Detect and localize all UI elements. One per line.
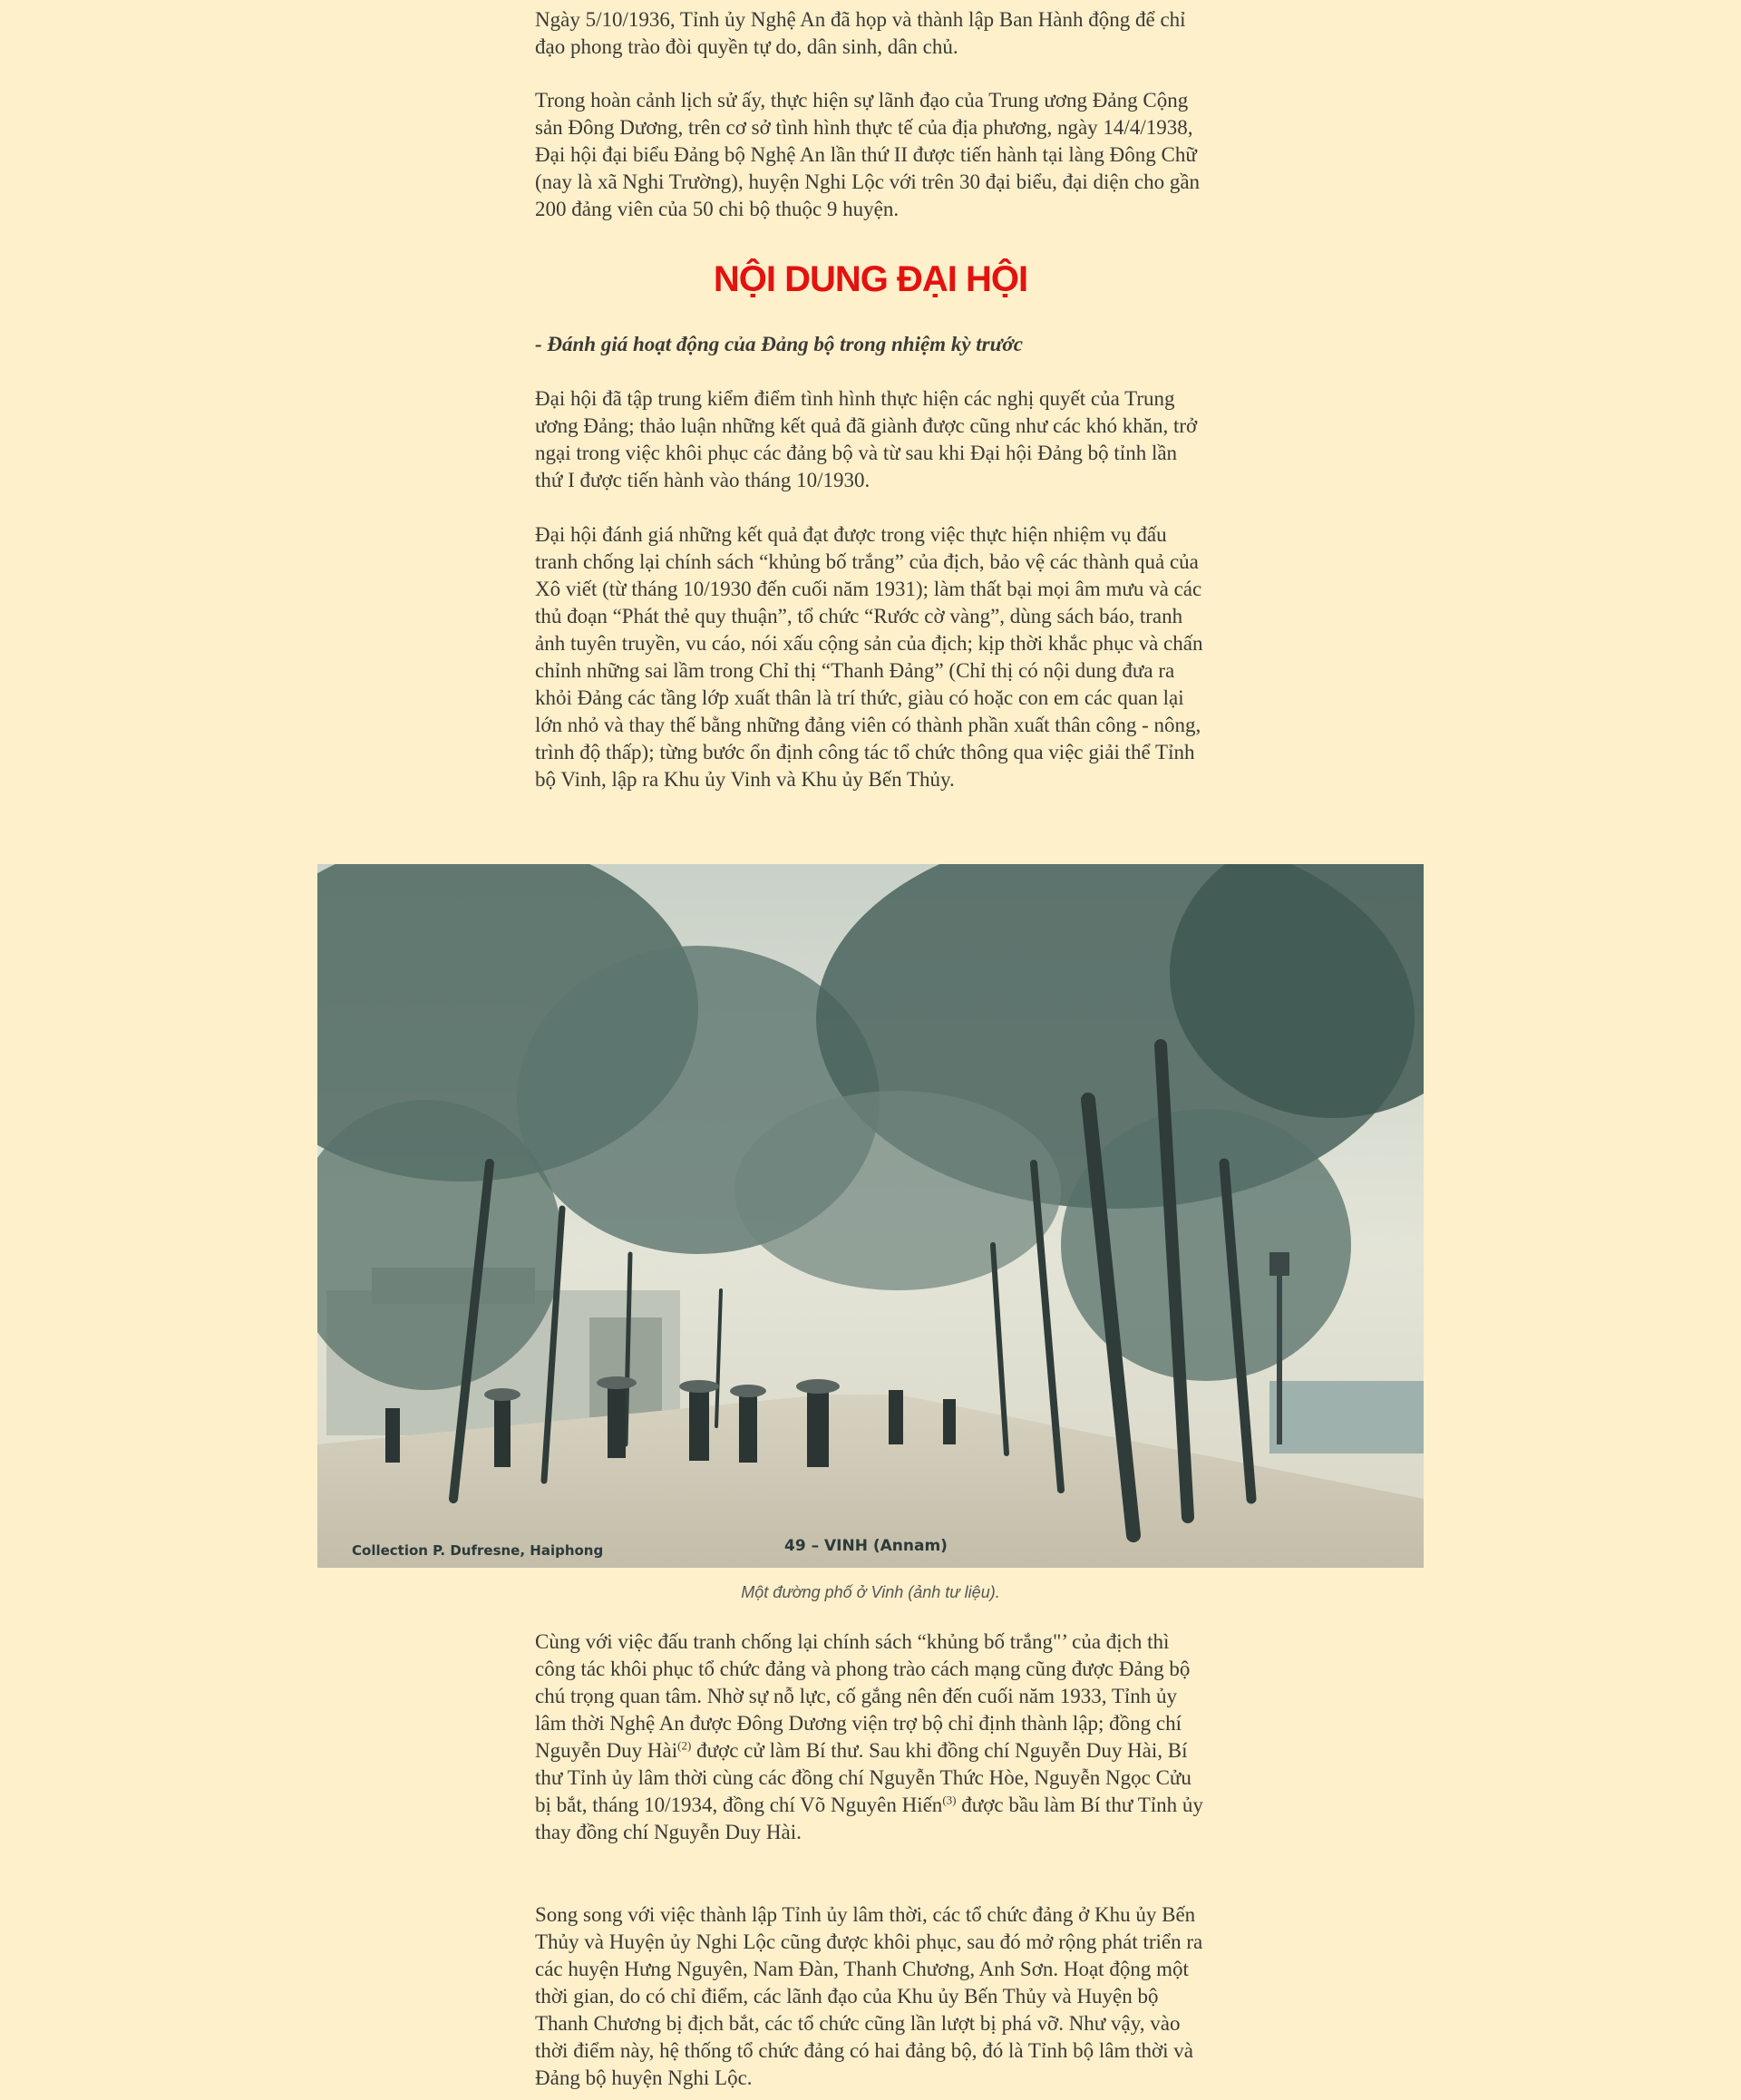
- paragraph-5-part-b: được cử làm Bí thư. Sau khi đồng chí Nguyễn Duy Hài, Bí thư Tỉnh ủy lâm thời cùng các đồng chí Nguyễn Thức Hòe, Nguyễn Ngọc Cửu bị bắt, tháng 10/1934, đồng chí Võ Nguyên Hiến: [535, 1739, 1191, 1816]
- paragraph-5-part-a: Cùng với việc đấu tranh chống lại chính sách “khủng bố trắng"’ của địch thì công tác khôi phục tổ chức đảng và phong trào cách mạng cũng được Đảng bộ chú trọng quan tâm. Nhờ sự nỗ lực, cố gắng nên đến cuối năm 1933, Tỉnh ủy lâm thời Nghệ An được Đông Dương viện trợ bộ chỉ định thành lập; đồng chí Nguyễn Duy Hài: [535, 1630, 1191, 1762]
- footnote-ref-3[interactable]: (3): [942, 1793, 957, 1807]
- paragraph-4: Đại hội đánh giá những kết quả đạt được trong việc thực hiện nhiệm vụ đấu tranh chống lại chính sách “khủng bố trắng” của địch, bảo vệ các thành quả của Xô viết (từ tháng 10/1930 đến cuối năm 1931); làm thất bại mọi âm mưu và các thủ đoạn “Phát thẻ quy thuận”, tổ chức “Rước cờ vàng”, dùng sách báo, tranh ảnh tuyên truyền, vu cáo, nói xấu cộng sản của địch; kịp thời khắc phục và chấn chỉnh những sai lầm trong Chỉ thị “Thanh Đảng” (Chỉ thị có nội dung đưa ra khỏi Đảng các tầng lớp xuất thân là trí thức, giàu có hoặc con em các quan lại lớn nhỏ và thay thế bằng những đảng viên có thành phần xuất thân công - nông, trình độ thấp); từng bước ổn định công tác tổ chức thông qua việc giải thể Tỉnh bộ Vinh, lập ra Khu ủy Vinh và Khu ủy Bến Thủy.: [535, 523, 1203, 791]
- section-heading: NỘI DUNG ĐẠI HỘI: [713, 259, 1028, 299]
- paragraph-6: Song song với việc thành lập Tỉnh ủy lâm thời, các tổ chức đảng ở Khu ủy Bến Thủy và Huyện ủy Nghi Lộc cũng được khôi phục, sau đó mở rộng phát triển ra các huyện Hưng Nguyên, Nam Đàn, Thanh Chương, Anh Sơn. Hoạt động một thời gian, do có chỉ điểm, các lãnh đạo của Khu ủy Bến Thủy và Huyện bộ Thanh Chương bị địch bắt, các tổ chức cũng lần lượt bị phá vỡ. Như vậy, vào thời điểm này, hệ thống tổ chức đảng có hai đảng bộ, đó là Tỉnh bộ lâm thời và Đảng bộ huyện Nghi Lộc.: [535, 1903, 1203, 2089]
- photo-left-label: Collection P. Dufresne, Haiphong: [352, 1542, 604, 1559]
- paragraph-5: [535, 1628, 1206, 1846]
- subheading: - Đánh giá hoạt động của Đảng bộ trong nhiệm kỳ trước: [535, 333, 1023, 355]
- paragraph-1: Ngày 5/10/1936, Tỉnh ủy Nghệ An đã họp và thành lập Ban Hành động để chỉ đạo phong trào đòi quyền tự do, dân sinh, dân chủ.: [535, 8, 1186, 58]
- photo-right-label: 49 – VINH (Annam): [784, 1537, 948, 1555]
- paragraph-5-part-c: được bầu làm Bí thư Tỉnh ủy thay đồng chí Nguyễn Duy Hài.: [535, 1794, 1203, 1843]
- photo-caption: Một đường phố ở Vinh (ảnh tư liệu).: [741, 1583, 1000, 1601]
- historic-street-photo: [317, 864, 1424, 1568]
- footnote-ref-2[interactable]: (2): [677, 1738, 692, 1753]
- paragraph-3: Đại hội đã tập trung kiểm điểm tình hình thực hiện các nghị quyết của Trung ương Đảng; thảo luận những kết quả đã giành được cũng như các khó khăn, trở ngại trong việc khôi phục các đảng bộ và từ sau khi Đại hội Đảng bộ tỉnh lần thứ I được tiến hành vào tháng 10/1930.: [535, 387, 1198, 491]
- paragraph-2: Trong hoàn cảnh lịch sử ấy, thực hiện sự lãnh đạo của Trung ương Đảng Cộng sản Đông Dương, trên cơ sở tình hình thực tế của địa phương, ngày 14/4/1938, Đại hội đại biểu Đảng bộ Nghệ An lần thứ II được tiến hành tại làng Đông Chữ (nay là xã Nghi Trường), huyện Nghi Lộc với trên 30 đại biểu, đại diện cho gần 200 đảng viên của 50 chi bộ thuộc 9 huyện.: [535, 89, 1201, 220]
